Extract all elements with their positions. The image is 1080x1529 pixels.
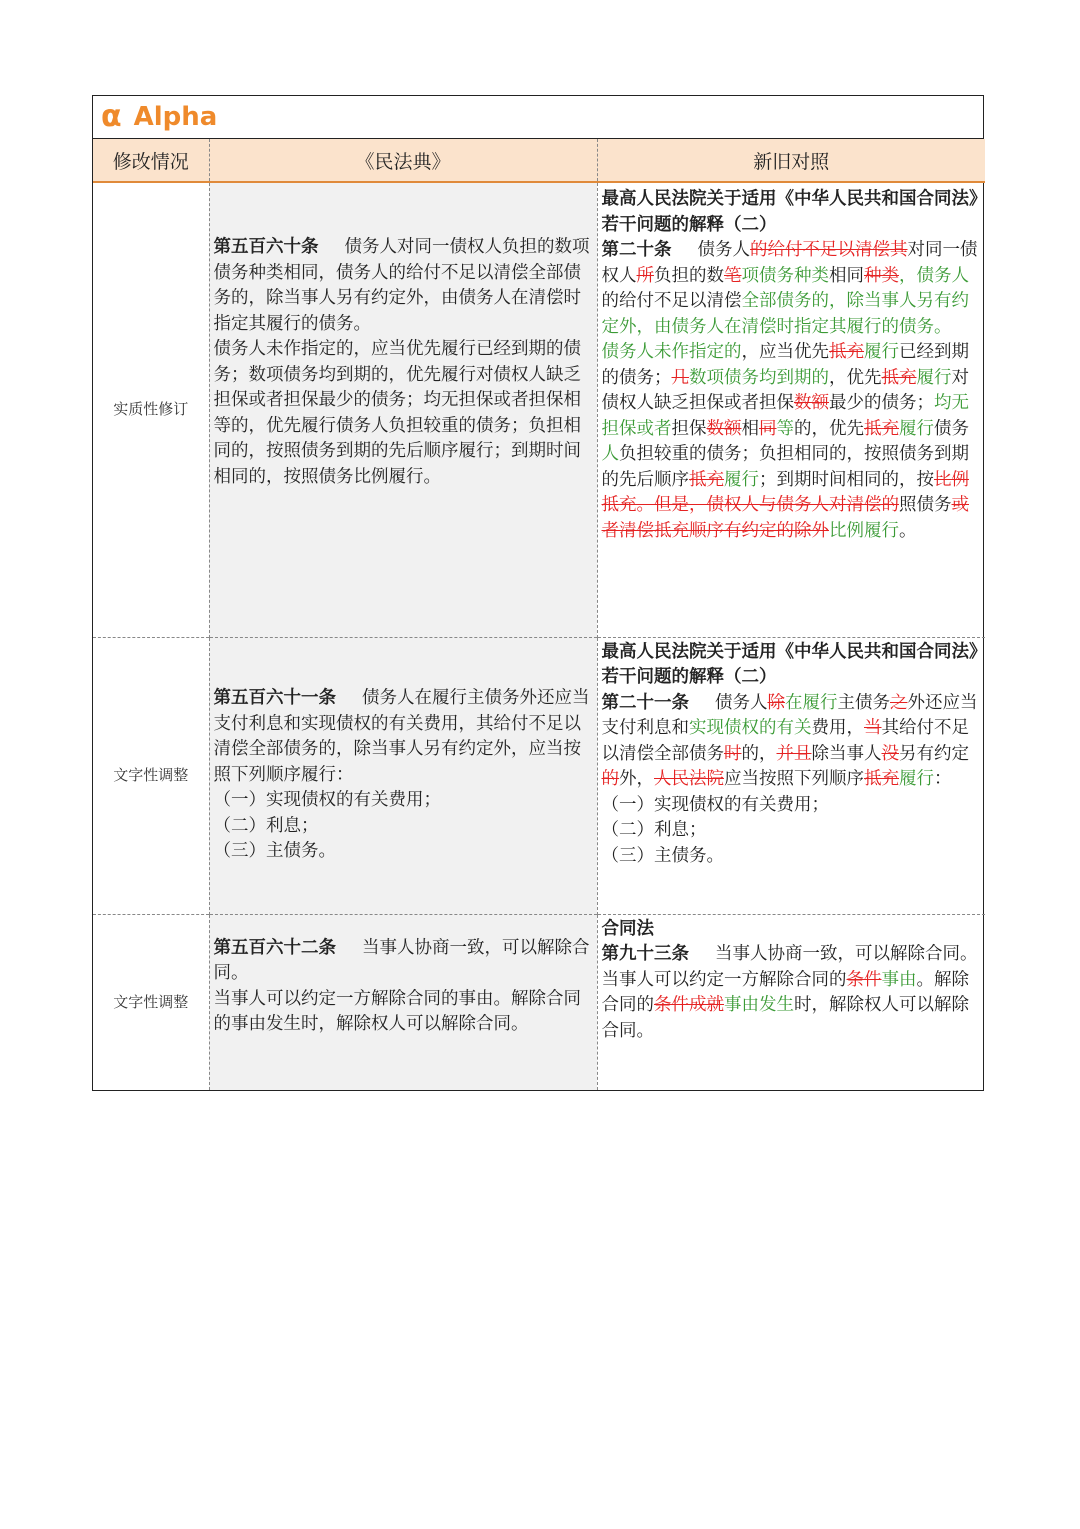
- inserted-text: 全部债务的，除当事人另有约定外，由债务人在清偿时指定其履行的债务。: [601, 291, 969, 337]
- inserted-text: 事由: [881, 969, 917, 990]
- inserted-text: ，债务人: [899, 265, 969, 286]
- deleted-text: 几: [671, 367, 689, 388]
- unchanged-text: 债务人: [697, 240, 750, 260]
- unchanged-text: 的，优先: [794, 418, 864, 439]
- table-row: [93, 914, 985, 1090]
- deleted-text: 抵充: [864, 769, 899, 789]
- unchanged-text: 当事人协商一致，可以解除合同。: [715, 944, 978, 964]
- comparison-table: [93, 139, 985, 1090]
- deleted-text: 人民法院: [654, 769, 724, 789]
- deleted-text: 的: [601, 769, 619, 789]
- category-cell: 文字性调整: [93, 914, 209, 1090]
- unchanged-text: 另有约定: [899, 743, 969, 764]
- revision-markup: [602, 240, 978, 541]
- comparison-cell: [597, 182, 985, 637]
- deleted-text: 所: [636, 265, 654, 286]
- alpha-logo-icon: α: [101, 99, 122, 134]
- unchanged-text: 外，: [619, 769, 654, 789]
- unchanged-text: ：: [934, 769, 952, 789]
- unchanged-text: ，应当优先: [741, 342, 829, 362]
- table-row: [93, 637, 985, 914]
- brand-name: Alpha: [133, 102, 218, 132]
- unchanged-text: 的，: [741, 743, 777, 764]
- unchanged-text: 的给付不足以清偿: [601, 291, 742, 311]
- deleted-text: 数额: [794, 393, 829, 413]
- brand-bar: [93, 96, 983, 139]
- unchanged-text: 相: [741, 418, 759, 439]
- inserted-text: 在履行: [785, 692, 838, 713]
- inserted-text: 履行: [916, 367, 952, 388]
- article-number: 第五百六十一条: [213, 688, 336, 709]
- deleted-text: 的给付不足以清偿其: [750, 240, 908, 260]
- comparison-sheet: [92, 95, 984, 1091]
- list-item: （二）利息；: [601, 820, 707, 840]
- old-paragraph: [214, 686, 594, 788]
- inserted-text: 事由发生: [724, 995, 794, 1015]
- revised-text: [602, 691, 983, 793]
- unchanged-text: 外还应当支付利息和: [601, 692, 978, 738]
- old-paragraph: [214, 235, 594, 337]
- article-number: 第九十三条: [601, 944, 689, 964]
- source-title: 最高人民法院关于适用《中华人民共和国合同法》若干问题的解释（二）: [601, 641, 978, 687]
- deleted-text: 时: [724, 743, 742, 764]
- unchanged-text: 。解除合同的: [601, 969, 969, 1015]
- category-cell: 文字性调整: [93, 637, 209, 914]
- inserted-text: 均无担保或者: [601, 393, 969, 439]
- header-comparison: 新旧对照: [597, 139, 985, 182]
- unchanged-text: 负担的数: [654, 265, 724, 286]
- deleted-text: 或者清偿抵充顺序有约定的除外: [601, 495, 969, 541]
- unchanged-text: ；到期时间相同的，按: [759, 469, 934, 490]
- article-number: 第五百六十条: [213, 237, 319, 257]
- list-item: （一）实现债权的有关费用；: [213, 790, 441, 811]
- unchanged-text: 费用，: [811, 718, 864, 738]
- unchanged-text: 应当按照下列顺序: [724, 769, 864, 789]
- revised-text: [602, 942, 983, 1044]
- deleted-text: 种类: [864, 265, 899, 286]
- old-paragraph: 债务人未作指定的，应当优先履行已经到期的债务；数项债务均到期的，优先履行对债权人缺乏担保或者担保最少的债务；均无担保或者担保相等的，优先履行债务人负担较重的债务；负担相同的，按照债务到期的先后顺序履行；到期时间相同的，按照债务比例履行。: [213, 339, 581, 487]
- unchanged-text: 对债权人缺乏担保或者担保: [601, 367, 969, 413]
- source-title: 最高人民法院关于适用《中华人民共和国合同法》若干问题的解释（二）: [601, 189, 978, 235]
- comparison-cell: [597, 637, 985, 914]
- deleted-text: 除: [767, 692, 785, 713]
- unchanged-text: 最少的债务；: [829, 393, 934, 413]
- table-row: [93, 182, 985, 637]
- civil-code-cell: [209, 637, 597, 914]
- old-paragraph: 当事人可以约定一方解除合同的事由。解除合同的事由发生时，解除权人可以解除合同。: [213, 988, 581, 1034]
- deleted-text: 没: [881, 743, 899, 764]
- deleted-text: 条件: [846, 969, 882, 990]
- deleted-text: 抵充: [829, 342, 864, 362]
- article-number: 第二十条: [601, 240, 672, 260]
- unchanged-text: 其给付不足以清偿全部债务: [601, 718, 969, 764]
- inserted-text: 履行: [724, 469, 759, 490]
- old-text: 债务人对同一债权人负担的数项债务种类相同，债务人的给付不足以清偿全部债务的，除当事人另有约定外，由债务人在清偿时指定其履行的债务。: [213, 237, 590, 334]
- old-paragraph: [214, 936, 594, 987]
- deleted-text: 之: [890, 692, 908, 713]
- category-cell: 实质性修订: [113, 400, 189, 418]
- deleted-text: 并且: [776, 743, 812, 764]
- deleted-text: 抵充: [881, 367, 917, 388]
- source-title: 合同法: [601, 918, 654, 939]
- unchanged-text: 债务: [934, 418, 969, 439]
- inserted-text: 履行: [899, 418, 934, 439]
- unchanged-text: 负担较重的债务；负担相同的，按照债务到期的先后顺序: [601, 444, 969, 490]
- inserted-text: 等: [776, 418, 794, 439]
- inserted-text: 实现债权的有关: [689, 718, 812, 738]
- unchanged-text: 主债务: [837, 692, 890, 713]
- deleted-text: 同: [759, 418, 777, 439]
- unchanged-text: 时，解除权人可以解除合同。: [601, 995, 969, 1041]
- inserted-text: 数项债务均到期的: [689, 367, 829, 388]
- unchanged-text: 除当事人: [811, 743, 882, 764]
- header-category: 修改情况: [93, 139, 209, 182]
- list-item: （一）实现债权的有关费用；: [601, 794, 829, 815]
- deleted-text: 笔: [724, 265, 742, 286]
- list-item: （三）主债务。: [601, 845, 724, 866]
- inserted-text: 人: [601, 444, 619, 464]
- inserted-text: 债务人未作指定的: [601, 342, 742, 362]
- deleted-text: 当: [864, 718, 882, 738]
- old-text: 当事人协商一致，可以解除合同。: [213, 937, 590, 983]
- civil-code-cell: [209, 182, 597, 637]
- unchanged-text: 已经到期的债务；: [601, 342, 969, 388]
- deleted-text: 抵充: [689, 469, 724, 490]
- list-item: （三）主债务。: [213, 841, 336, 862]
- revised-text: [602, 238, 983, 544]
- deleted-text: 抵充: [864, 418, 899, 439]
- comparison-cell: [597, 914, 985, 1090]
- article-number: 第二十一条: [601, 692, 689, 713]
- unchanged-text: 相同: [829, 265, 864, 286]
- unchanged-text: 当事人可以约定一方解除合同的: [601, 969, 847, 990]
- table-header-row: [93, 139, 985, 182]
- unchanged-text: 对同一债权人: [601, 240, 978, 286]
- inserted-text: 比例履行: [829, 520, 899, 541]
- deleted-text: 比例抵充。但是，债权人与债务人对清偿的: [601, 469, 969, 515]
- header-civil-code: 《民法典》: [209, 139, 597, 182]
- deleted-text: 数额: [706, 418, 742, 439]
- unchanged-text: ，优先: [829, 367, 882, 388]
- deleted-text: 条件成就: [654, 995, 724, 1015]
- unchanged-text: 。: [899, 520, 917, 541]
- list-item: （二）利息；: [213, 815, 319, 836]
- inserted-text: 项债务种类: [741, 265, 829, 286]
- inserted-text: 履行: [864, 342, 899, 362]
- unchanged-text: 债务人: [715, 692, 768, 713]
- inserted-text: 履行: [899, 769, 934, 789]
- unchanged-text: 担保: [671, 418, 707, 439]
- article-number: 第五百六十二条: [213, 937, 336, 958]
- unchanged-text: 照债务: [899, 495, 952, 515]
- old-text: 债务人在履行主债务外还应当支付利息和实现债权的有关费用，其给付不足以清偿全部债务的，除当事人另有约定外，应当按照下列顺序履行：: [213, 688, 590, 785]
- civil-code-cell: [209, 914, 597, 1090]
